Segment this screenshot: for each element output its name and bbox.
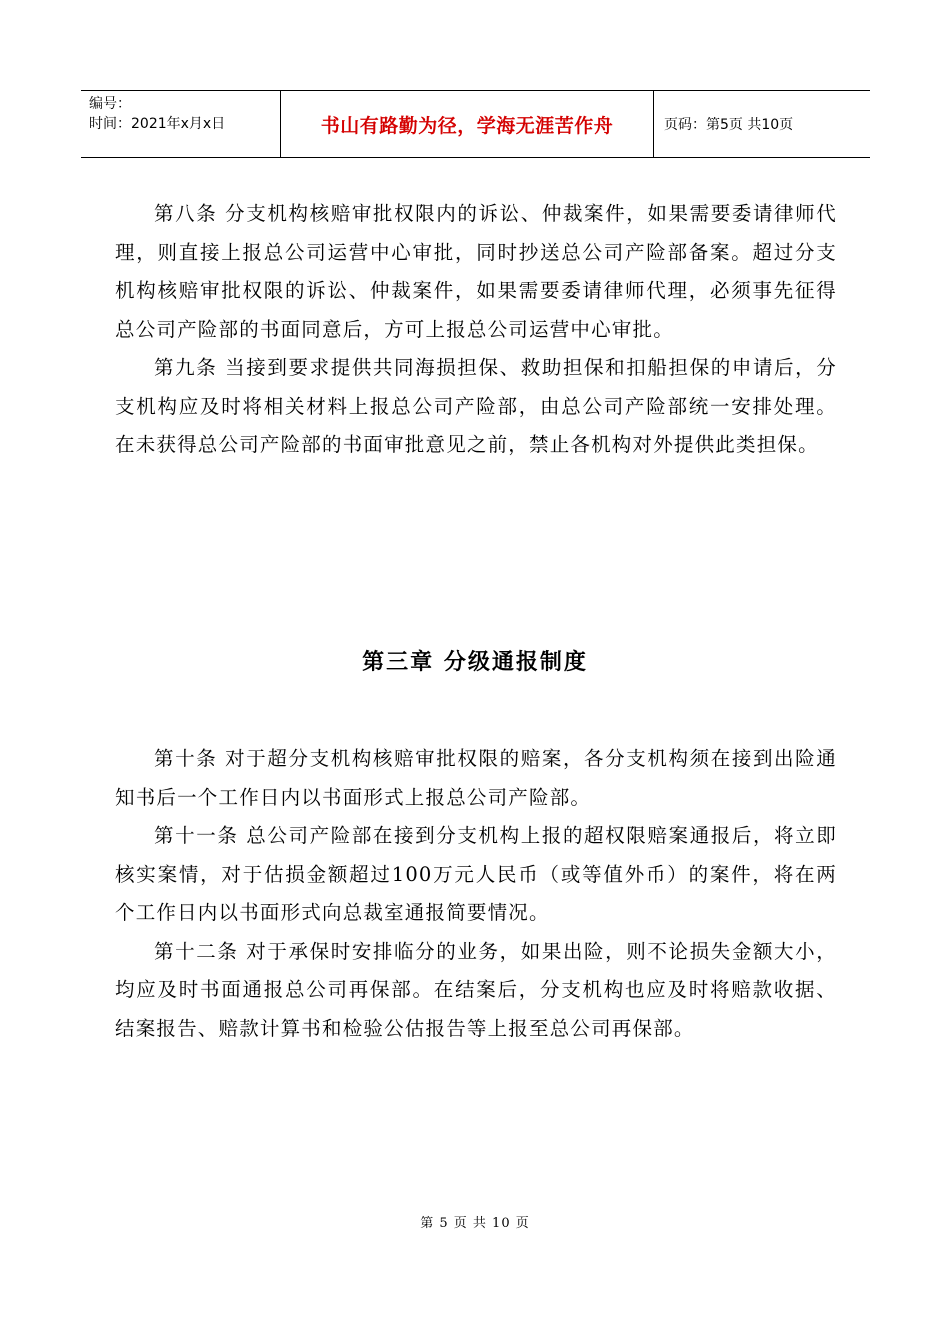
motto-text: 书山有路勤为径，学海无涯苦作舟 bbox=[320, 114, 614, 137]
header-motto bbox=[281, 91, 654, 157]
chapter-title: 第三章 分级通报制度 bbox=[362, 650, 588, 675]
article-12: 第十二条 对于承保时安排临分的业务，如果出险，则不论损失金额大小，均应及时书面通报总公司再保部。在结案后，分支机构也应及时将赔款收据、结案报告、赔款计算书和检验公估报告等上报至总公司再保部。 bbox=[115, 939, 837, 1040]
article-9: 第九条 当接到要求提供共同海损担保、救助担保和扣船担保的申请后，分支机构应及时将相关材料上报总公司产险部，由总公司产险部统一安排处理。在未获得总公司产险部的书面审批意见之前，禁止各机构对外提供此类担保。 bbox=[115, 356, 837, 456]
page-footer: 第 5 页 共 10 页 bbox=[420, 1216, 530, 1231]
document-number-label: 编号： bbox=[89, 96, 131, 112]
articles-section-top bbox=[115, 195, 837, 465]
article-10: 第十条 对于超分支机构核赔审批权限的赔案，各分支机构须在接到出险通知书后一个工作日内以书面形式上报总公司产险部。 bbox=[115, 747, 837, 809]
document-time: 时间：2021年x月x日 bbox=[89, 116, 226, 132]
document-header bbox=[81, 90, 870, 158]
article-8: 第八条 分支机构核赔审批权限内的诉讼、仲裁案件，如果需要委请律师代理，则直接上报总公司运营中心审批，同时抄送总公司产险部备案。超过分支机构核赔审批权限的诉讼、仲裁案件，如果需要委请律师代理，必须事先征得总公司产险部的书面同意后，方可上报总公司运营中心审批。 bbox=[115, 202, 837, 341]
articles-section-bottom bbox=[115, 740, 837, 1048]
article-11: 第十一条 总公司产险部在接到分支机构上报的超权限赔案通报后，将立即核实案情，对于估损金额超过100万元人民币（或等值外币）的案件，将在两个工作日内以书面形式向总裁室通报简要情况。 bbox=[115, 824, 837, 924]
header-page-info bbox=[654, 91, 870, 157]
page-info-text: 页码：第5页 共10页 bbox=[664, 117, 794, 133]
header-meta bbox=[81, 91, 281, 157]
